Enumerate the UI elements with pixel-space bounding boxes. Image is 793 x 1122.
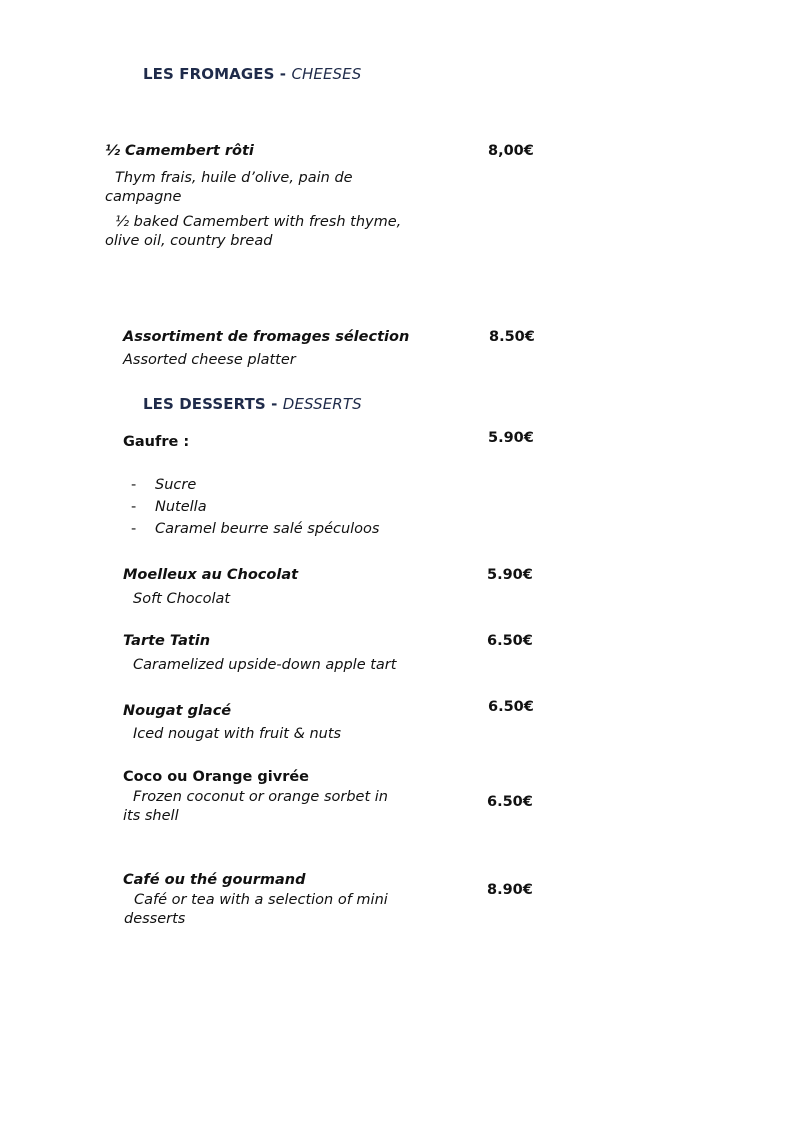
cheeses-title-fr: LES FROMAGES - [143,65,292,83]
cheese-platter-name: Assortiment de fromages sélection [123,329,410,345]
nougat-name: Nougat glacé [123,703,232,719]
cheese-platter-desc: Assorted cheese platter [123,352,296,368]
moelleux-price: 5.90€ [487,567,533,583]
camembert-desc-fr: Thym frais, huile d’olive, pain de campagne [105,170,353,205]
tarte-tatin-desc: Caramelized upside-down apple tart [133,657,397,673]
nougat-price: 6.50€ [488,699,534,715]
gaufre-option: - Caramel beurre salé spéculoos [131,521,380,537]
desserts-title-fr: LES DESSERTS - [143,395,283,413]
desserts-title-en: DESSERTS [282,395,362,413]
gaufre-option: - Nutella [131,499,207,515]
gaufre-price: 5.90€ [488,430,534,446]
cheese-platter-price: 8.50€ [489,329,535,345]
tarte-tatin-name: Tarte Tatin [123,633,211,649]
cafe-gourmand-name: Café ou thé gourmand [123,872,306,888]
camembert-desc-en: ½ baked Camembert with fresh thyme, olive oil, country bread [105,214,402,249]
cafe-gourmand-price: 8.90€ [487,882,533,898]
moelleux-desc: Soft Chocolat [133,591,231,607]
gaufre-option-label: Sucre [155,477,197,493]
nougat-desc: Iced nougat with fruit & nuts [133,726,342,742]
gaufre-option-label: Caramel beurre salé spéculoos [155,521,380,537]
camembert-price: 8,00€ [488,143,534,159]
gaufre-option-label: Nutella [155,499,207,515]
gaufre-name: Gaufre : [123,434,190,450]
coco-orange-price: 6.50€ [487,794,533,810]
camembert-name: ½ Camembert rôti [105,143,254,159]
tarte-tatin-price: 6.50€ [487,633,533,649]
cheeses-section-title [143,65,361,83]
cheeses-title-en: CHEESES [291,65,362,83]
gaufre-option: - Sucre [131,477,197,493]
desserts-section-title [143,395,362,413]
moelleux-name: Moelleux au Chocolat [123,567,299,583]
coco-orange-desc: Frozen coconut or orange sorbet in its shell [123,789,388,824]
coco-orange-name: Coco ou Orange givrée [123,769,310,785]
cafe-gourmand-desc: Café or tea with a selection of mini desserts [124,892,388,927]
